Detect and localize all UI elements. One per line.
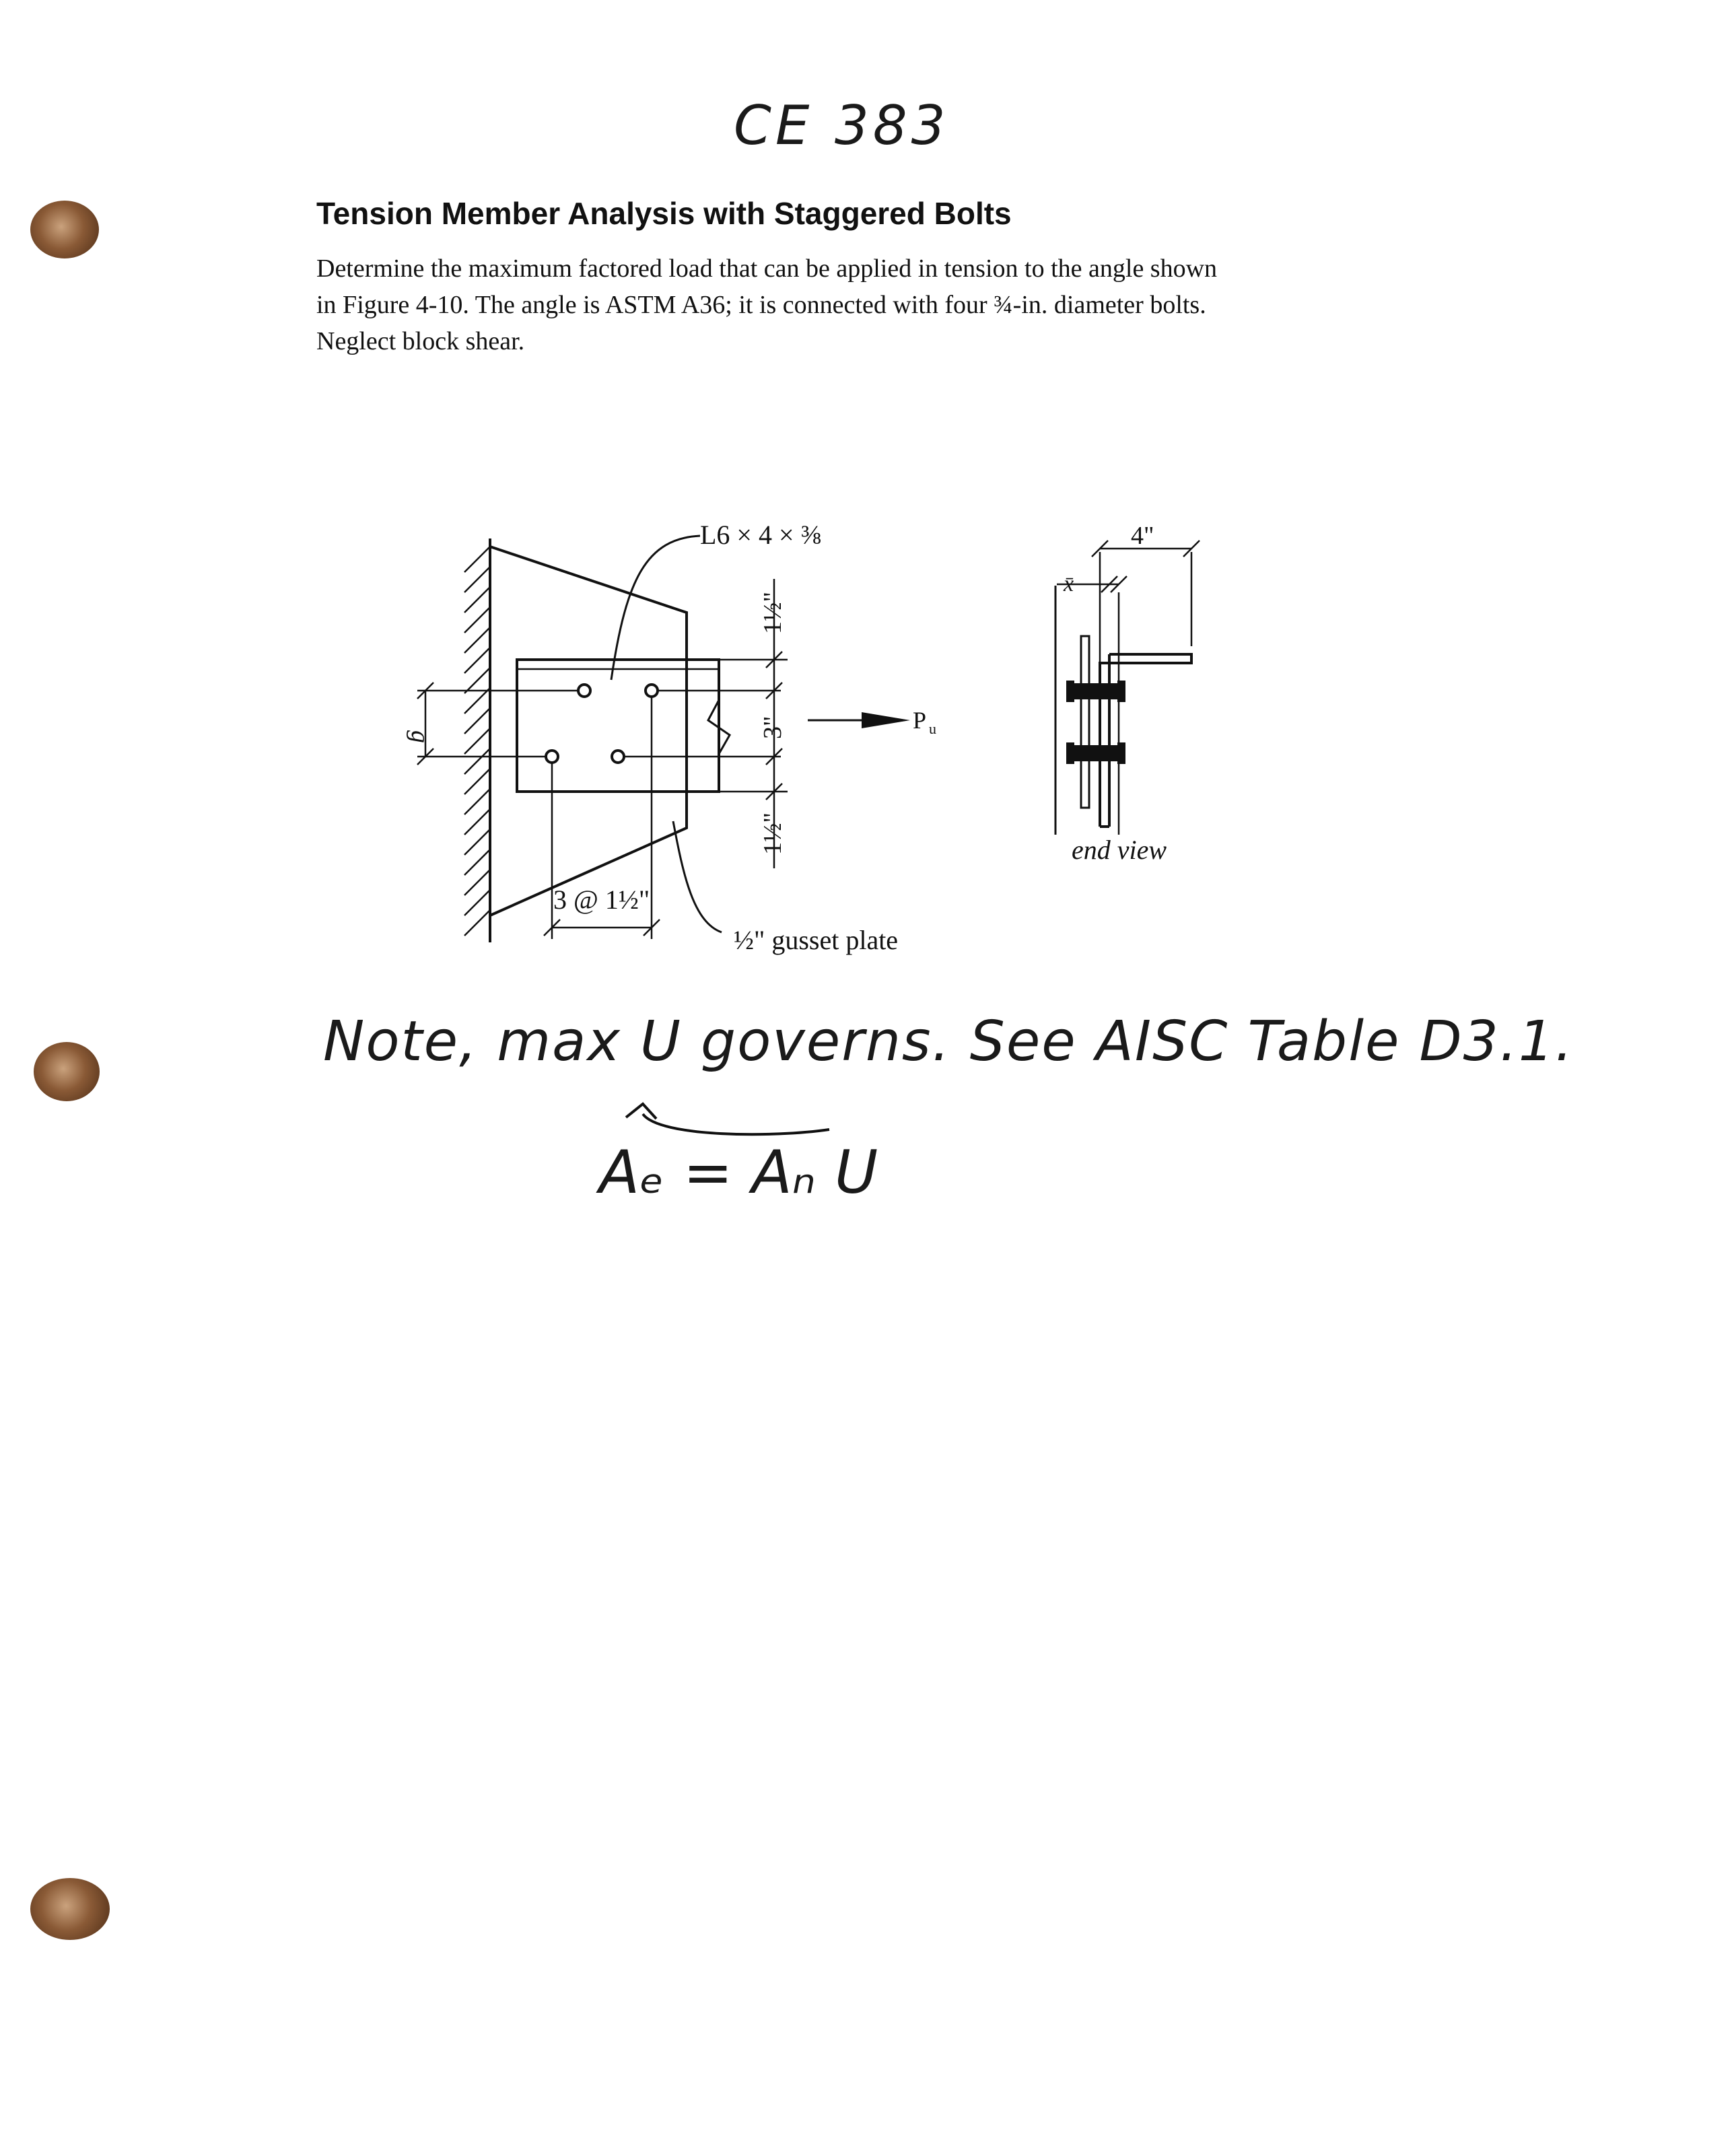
gusset-label: ½" gusset plate [734,925,899,955]
bolt-hole-3 [546,751,558,763]
load-arrow-head [862,712,910,728]
problem-line-2: in Figure 4-10. The angle is ASTM A36; it is connected with four ¾-in. diameter bolts. [316,291,1206,319]
problem-title: Tension Member Analysis with Staggered Bolts [316,196,1012,231]
bolt-hole-4 [612,751,624,763]
end-view-width-label: 4" [1131,522,1154,550]
handwritten-formula: Aₑ = Aₙ U [599,1138,878,1207]
load-label: P [913,707,927,734]
xbar-label: x̄ [1064,571,1074,596]
angle-label: L6 × 4 × ⅜ [700,520,821,550]
wall-hatching [464,547,490,936]
gage-label: g [406,730,434,743]
problem-line-3: Neglect block shear. [316,327,525,355]
bolt-hole-2 [646,685,658,697]
bolt-hole-1 [578,685,590,697]
load-subscript: u [929,720,936,737]
spacing-label: 3 @ 1½" [553,884,650,915]
end-view-caption: end view [1072,835,1167,865]
dim-mid-label: 3" [759,716,787,739]
dim-bottom-label: 1½" [759,812,787,855]
angle-outline [517,660,719,792]
handwritten-arrow [643,1114,829,1134]
end-view-bolts [1066,681,1125,764]
handwritten-arrowhead [626,1104,656,1119]
handwritten-note: Note, max U governs. See AISC Table D3.1. [323,1010,1574,1074]
gusset-plate-outline [490,547,687,915]
course-header: CE 383 [734,94,950,157]
dim-top-label: 1½" [759,591,787,634]
gusset-leader [673,821,722,932]
problem-line-1: Determine the maximum factored load that can be applied in tension to the angle shown [316,254,1218,283]
